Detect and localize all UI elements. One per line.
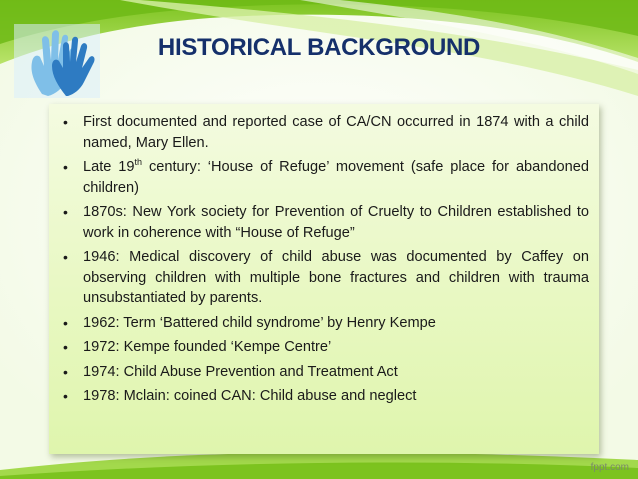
bullet-item <box>61 247 589 309</box>
bullet-dot: • <box>63 339 68 355</box>
bullet-dot: • <box>63 314 68 331</box>
bullet-superscript: th <box>134 157 143 168</box>
content-panel <box>49 104 599 454</box>
bullet-item <box>61 337 589 358</box>
bullet-item <box>61 362 589 383</box>
bullet-item <box>61 157 589 198</box>
bullet-text-pre: Late 19 <box>83 159 135 175</box>
slide-title: HISTORICAL BACKGROUND <box>157 34 481 61</box>
bullet-text: 1870s: New York society for Prevention of Cruelty to Children established to work in coherence with “House of Refuge” <box>83 204 589 241</box>
watermark: fppt.com <box>590 462 629 473</box>
bullet-list <box>61 112 589 407</box>
bullet-item <box>61 313 589 334</box>
bullet-dot: • <box>63 363 68 380</box>
bullet-dot: • <box>63 159 68 175</box>
bullet-dot: • <box>63 388 68 404</box>
bullet-text: 1978: Mclain: coined CAN: Child abuse and neglect <box>83 388 417 404</box>
bullet-dot: • <box>63 204 68 220</box>
bullet-text: First documented and reported case of CA/CN occurred in 1874 with a child named, Mary Ellen. <box>83 114 589 151</box>
bullet-text: 1962: Term ‘Battered child syndrome’ by Henry Kempe <box>83 314 436 331</box>
bullet-text: 1974: Child Abuse Prevention and Treatment Act <box>83 363 398 380</box>
bullet-dot: • <box>63 114 68 130</box>
bullet-dot: • <box>63 249 68 265</box>
bullet-text: 1946: Medical discovery of child abuse was documented by Caffey on observing children with multiple bone fractures and children with trauma unsubstantiated by parents. <box>83 249 589 306</box>
bullet-text: 1972: Kempe founded ‘Kempe Centre’ <box>83 339 332 355</box>
bullet-text-post: century: ‘House of Refuge’ movement (safe place for abandoned children) <box>83 159 589 196</box>
bullet-item <box>61 202 589 243</box>
bullet-item <box>61 386 589 407</box>
bullet-item <box>61 112 589 153</box>
